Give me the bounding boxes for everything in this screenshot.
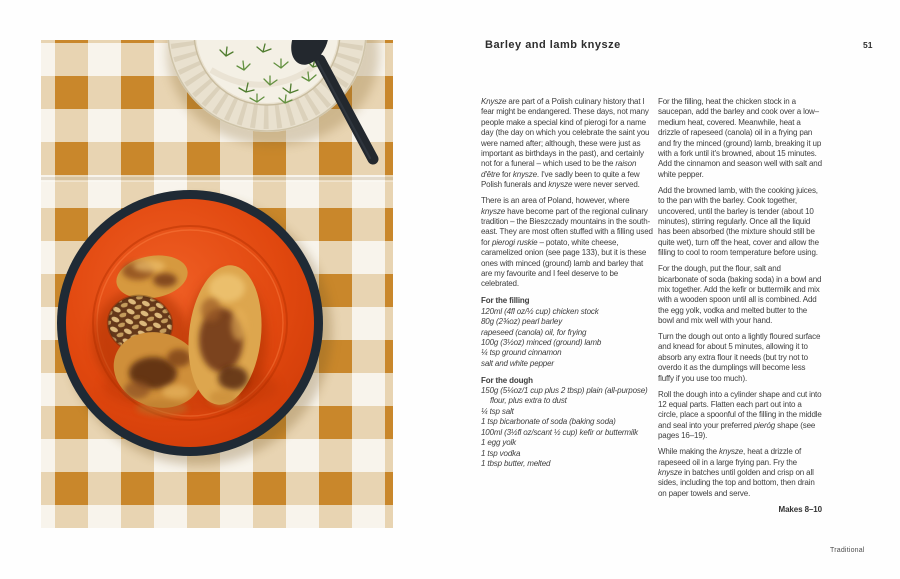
- paragraph: Roll the dough into a cylinder shape and cut into 12 equal parts. Flatten each part out into a circle, place a spoonful of the filling in the middle and seal into your preferred pieróg shape (see pages 16–19).: [658, 389, 822, 441]
- paragraph: For the filling, heat the chicken stock in a saucepan, add the barley and cook over a low–medium heat, covered. Meanwhile, heat a drizzle of rapeseed (canola) oil in a frying pan and fry the minced (ground) lamb, breaking it up with a fork until it's browned, about 15 minutes. Add the cinnamon and season well with salt and white pepper.: [658, 97, 822, 179]
- paragraph: There is an area of Poland, however, where knysze have become part of the regional culinary tradition – the Bieszczady mountains in the south-east. They are most often stuffed with a filling used for pierogi ruskie – potato, white cheese, caramelized onion (see page 133), but it is these ones with minced (ground) lamb and barley that are my favourite and I feel deserve to be celebrated.: [481, 196, 653, 289]
- intro-paragraphs: [481, 97, 653, 290]
- category-label: Traditional: [830, 547, 865, 554]
- recipe-title: Barley and lamb knysze: [485, 39, 621, 51]
- intro-ingredients-column: [481, 97, 653, 469]
- ingredient-line: 1 tsp bicarbonate of soda (baking soda): [481, 417, 616, 427]
- ingredient-line: 1 egg yolk: [481, 438, 516, 448]
- filling-heading: For the filling: [481, 296, 530, 306]
- ingredient-line: rapeseed (canola) oil, for frying: [481, 327, 587, 337]
- photo-illustration: [41, 40, 393, 528]
- paragraph: For the dough, put the flour, salt and bicarbonate of soda (baking soda) in a bowl and mix together. Add the kefir or buttermilk and mix with a wooden spoon until all is combined. Add the egg yolk, vodka and melted butter to the bowl and mix well with your hand.: [658, 264, 822, 326]
- dough-heading: For the dough: [481, 375, 533, 385]
- recipe-photo: [41, 40, 393, 528]
- ingredient-line: ¼ tsp salt: [481, 406, 514, 416]
- ingredient-line: 1 tbsp butter, melted: [481, 458, 551, 468]
- paragraph: Turn the dough out onto a lightly floured surface and knead for about 5 minutes, allowing it to absorb any extra flour it needs (but try not to overdo it as the dumplings will become less fluffy if you use too much).: [658, 332, 821, 383]
- paragraph: Add the browned lamb, with the cooking juices, to the pan with the barley. Cook together, uncovered, until the barley is tender (about 10 minutes), stirring regularly. Once all the liquid has been absorbed (the mixture should still be quite wet), turn off the heat, cover and allow the filling to cool to room temperature before using.: [658, 185, 819, 258]
- paragraph: Knysze are part of a Polish culinary history that I fear might be endangered. These days, not many people make a special kind of pierogi for a name day (the day on which you celebrate the saint you were named after; although, these were just as important as birthdays in the past), and certainly not for a funeral – which used to be the raison d'être for knysze. I've sadly been to quite a few Polish funerals and knysze were never served.: [481, 97, 650, 190]
- filling-ingredients: [481, 307, 653, 369]
- yield-note: Makes 8–10: [778, 504, 822, 514]
- page-number: 51: [863, 40, 873, 50]
- ingredient-line: 100ml (3½fl oz/scant ½ cup) kefir or buttermilk: [481, 427, 639, 437]
- method-paragraphs: [658, 97, 822, 499]
- ingredient-line: salt and white pepper: [481, 358, 554, 368]
- method-column: [658, 97, 822, 515]
- paragraph: While making the knysze, heat a drizzle of rapeseed oil in a large frying pan. Fry the knysze in batches until golden and crisp on all sides, including the top and bottom, then drain on paper towels and serve.: [658, 447, 815, 498]
- ingredient-line: 80g (2¾oz) pearl barley: [481, 317, 563, 327]
- ingredient-line: 150g (5¼oz/1 cup plus 2 tbsp) plain (all-purpose) flour, plus extra to dust: [481, 386, 648, 406]
- dough-ingredients: [481, 386, 653, 469]
- ingredient-line: 1 tsp vodka: [481, 448, 521, 458]
- ingredient-line: 120ml (4fl oz/½ cup) chicken stock: [481, 306, 599, 316]
- ingredient-line: 100g (3½oz) minced (ground) lamb: [481, 337, 602, 347]
- tablecloth-seam: [41, 177, 393, 182]
- ingredient-line: ¼ tsp ground cinnamon: [481, 348, 562, 358]
